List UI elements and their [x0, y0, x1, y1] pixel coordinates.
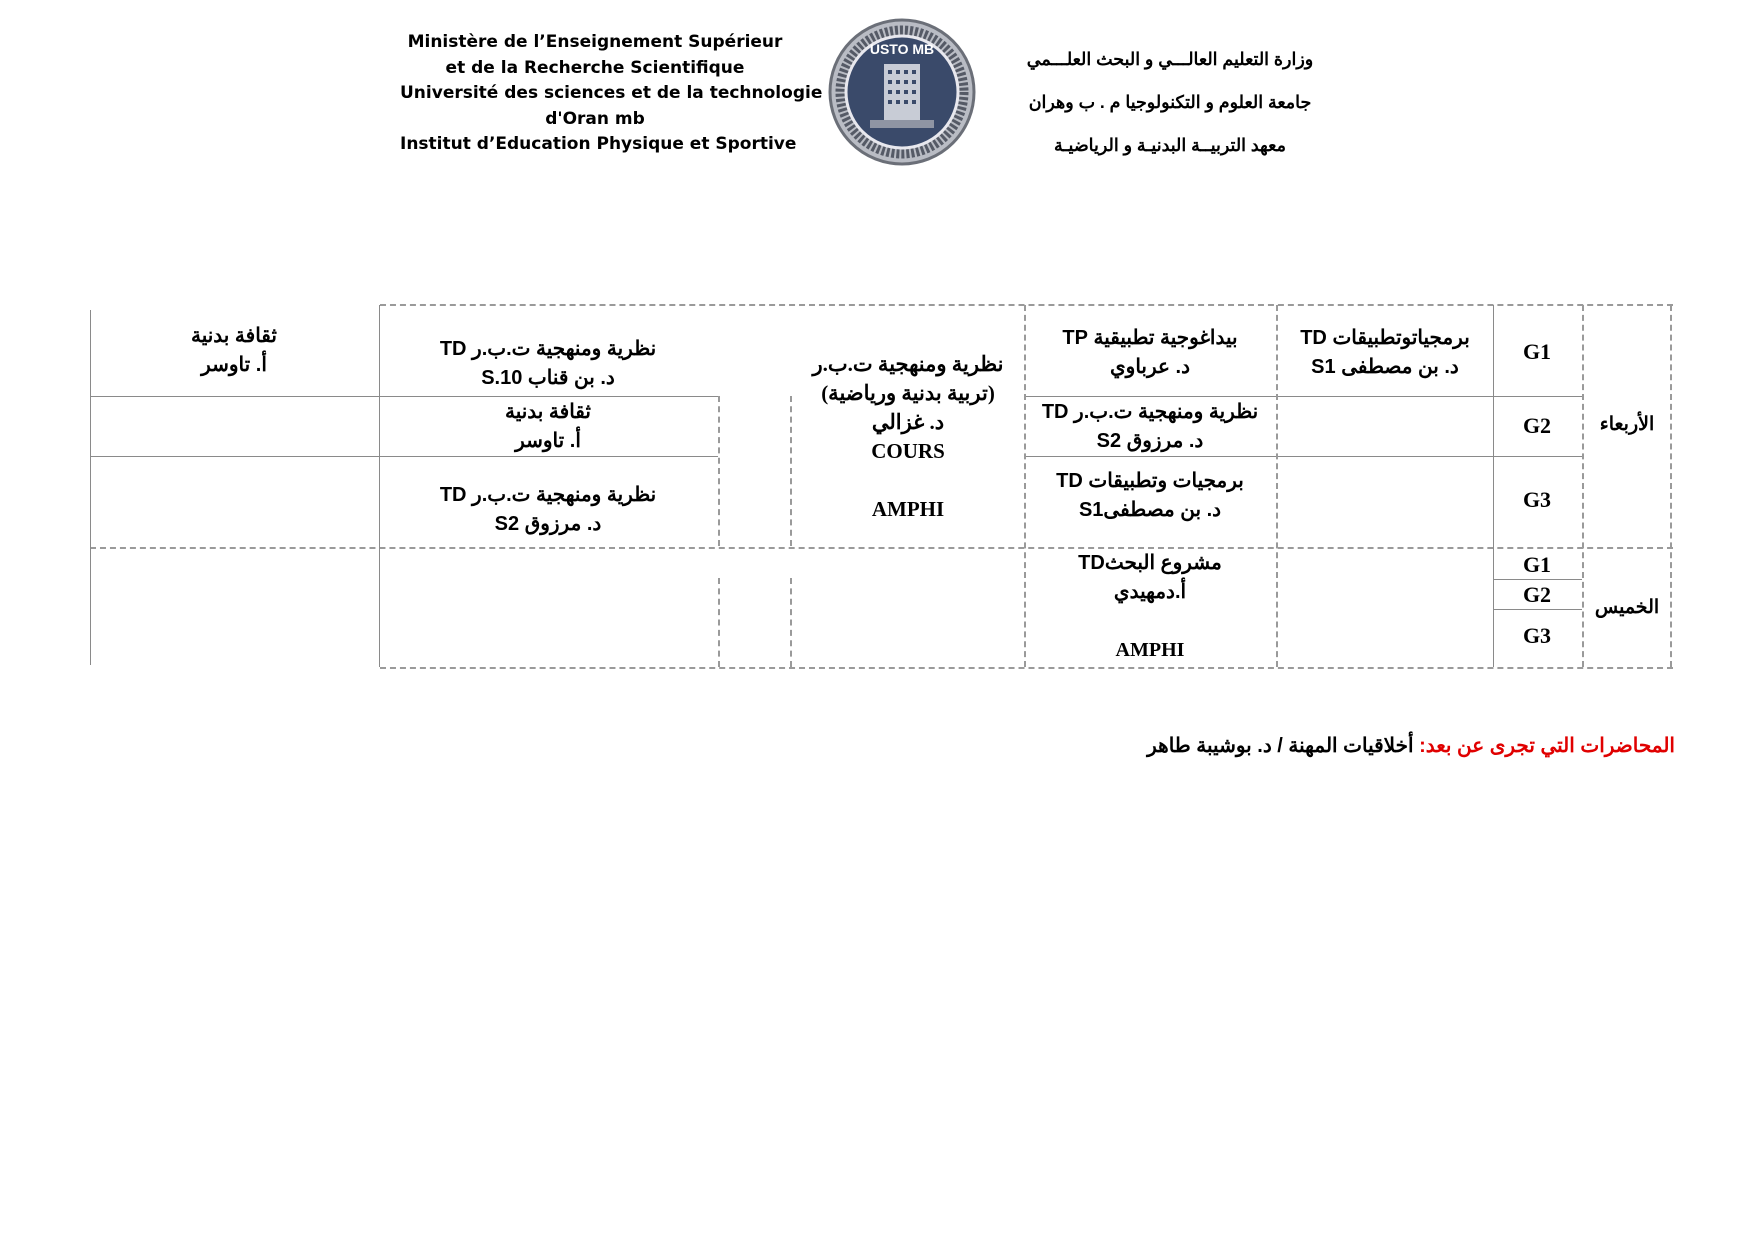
header-french	[400, 30, 823, 158]
col-line-0	[90, 310, 91, 665]
session-w-g1-culture	[94, 322, 374, 380]
session-t-research-project	[1028, 549, 1272, 665]
session-w-g3-theory	[383, 481, 713, 539]
group-label-t-g2: G2	[1522, 582, 1552, 607]
session-w-g1-pedagogy	[1028, 324, 1272, 382]
session-teacher: د. بن مصطفىS1	[1078, 499, 1222, 521]
university-seal-logo	[826, 16, 978, 168]
col-line-2b	[718, 578, 720, 667]
university-arabic: جامعة العلوم و التكنولوجيا م . ب وهران	[1028, 92, 1312, 112]
day-wednesday: الأربعاء	[1599, 414, 1655, 435]
col-line-4	[1024, 305, 1026, 667]
session-w-g2-theory	[1028, 398, 1272, 456]
row-line-1a	[90, 396, 718, 397]
session-title: ثقافة بدنية	[190, 325, 277, 347]
session-title: مشروع البحثTD	[1078, 552, 1222, 574]
session-title: نظرية ومنهجية ت.ب.ر TD	[1041, 401, 1259, 423]
session-title: نظرية ومنهجية ت.ب.ر TD	[439, 338, 657, 360]
ministry-line-1: Ministère de l’Enseignement Supérieur	[407, 32, 783, 52]
remote-lectures-text: أخلاقيات المهنة / د. بوشيبة طاهر	[1147, 735, 1414, 757]
session-teacher: د. عرباوي	[1110, 356, 1190, 378]
session-teacher: أ. تاوسر	[515, 430, 581, 452]
session-teacher: أ. تاوسر	[201, 354, 267, 376]
row-line-2a	[90, 456, 718, 457]
grid-day-separator	[90, 547, 1673, 549]
university-line-1: Université des sciences et de la technologie	[400, 83, 823, 103]
session-w-g1-programming	[1280, 324, 1490, 382]
col-line-3a	[790, 396, 792, 546]
session-teacher: د. بن مصطفى S1	[1311, 356, 1459, 378]
session-teacher: د. مرزوق S2	[494, 513, 602, 535]
session-w-g3-programming	[1028, 467, 1272, 525]
session-teacher: د. غزالي	[871, 410, 945, 434]
spacer	[1028, 607, 1272, 636]
ministry-line-2: et de la Recherche Scientifique	[445, 57, 745, 78]
session-title: نظرية ومنهجية ت.ب.ر TD	[439, 484, 657, 506]
col-line-1	[379, 305, 380, 667]
university-line-2: d'Oran mb	[545, 108, 645, 129]
session-title: برمجيات وتطبيقات TD	[1056, 470, 1244, 492]
col-line-3b	[790, 578, 792, 667]
group-label-w-g3: G3	[1522, 487, 1552, 512]
institute-arabic: معهد التربيــة البدنيـة و الرياضيـة	[1054, 135, 1286, 155]
session-type: COURS	[871, 439, 945, 463]
row-line-2b	[1024, 456, 1582, 457]
col-line-6	[1493, 305, 1494, 667]
row-line-1b	[1024, 396, 1582, 397]
remote-lectures-label: المحاضرات التي تجرى عن بعد:	[1419, 735, 1675, 757]
header-arabic	[985, 38, 1355, 167]
group-label-w-g1: G1	[1522, 339, 1552, 364]
session-title: نظرية ومنهجية ت.ب.ر	[812, 352, 1004, 376]
session-w-g1-theory	[383, 335, 713, 393]
group-label-w-g2: G2	[1522, 413, 1552, 438]
session-w-lecture	[795, 350, 1021, 524]
session-teacher: أ.دمهيدي	[1113, 581, 1187, 603]
col-line-5	[1276, 305, 1278, 667]
logo-text: USTO MB	[869, 41, 935, 57]
col-line-2a	[718, 396, 720, 546]
spacer	[795, 466, 1021, 495]
session-title: بيداغوجية تطبيقية TP	[1062, 327, 1238, 349]
session-title: برمجياتوتطبيقات TD	[1300, 327, 1470, 349]
grid-top-dashed	[380, 304, 1673, 306]
grid-bottom-dashed	[380, 667, 1673, 669]
day-thursday: الخميس	[1594, 597, 1660, 618]
ministry-arabic: وزارة التعليم العالـــي و البحث العلـــمي	[1026, 49, 1314, 69]
row-line-thu-1	[1493, 579, 1582, 580]
group-label-t-g3: G3	[1522, 623, 1552, 648]
session-teacher: د. بن قناب S.10	[481, 367, 615, 389]
session-room: AMPHI	[871, 497, 945, 521]
session-w-g2-culture	[383, 398, 713, 456]
group-label-t-g1: G1	[1522, 552, 1552, 577]
session-room: AMPHI	[1115, 639, 1185, 661]
session-title: ثقافة بدنية	[504, 401, 591, 423]
session-teacher: د. مرزوق S2	[1096, 430, 1204, 452]
row-line-thu-2	[1493, 609, 1582, 610]
remote-lectures-note	[1147, 733, 1675, 758]
institute-line: Institut d’Education Physique et Sportive	[400, 134, 797, 154]
session-subtitle: (تربية بدنية ورياضية)	[821, 381, 995, 405]
